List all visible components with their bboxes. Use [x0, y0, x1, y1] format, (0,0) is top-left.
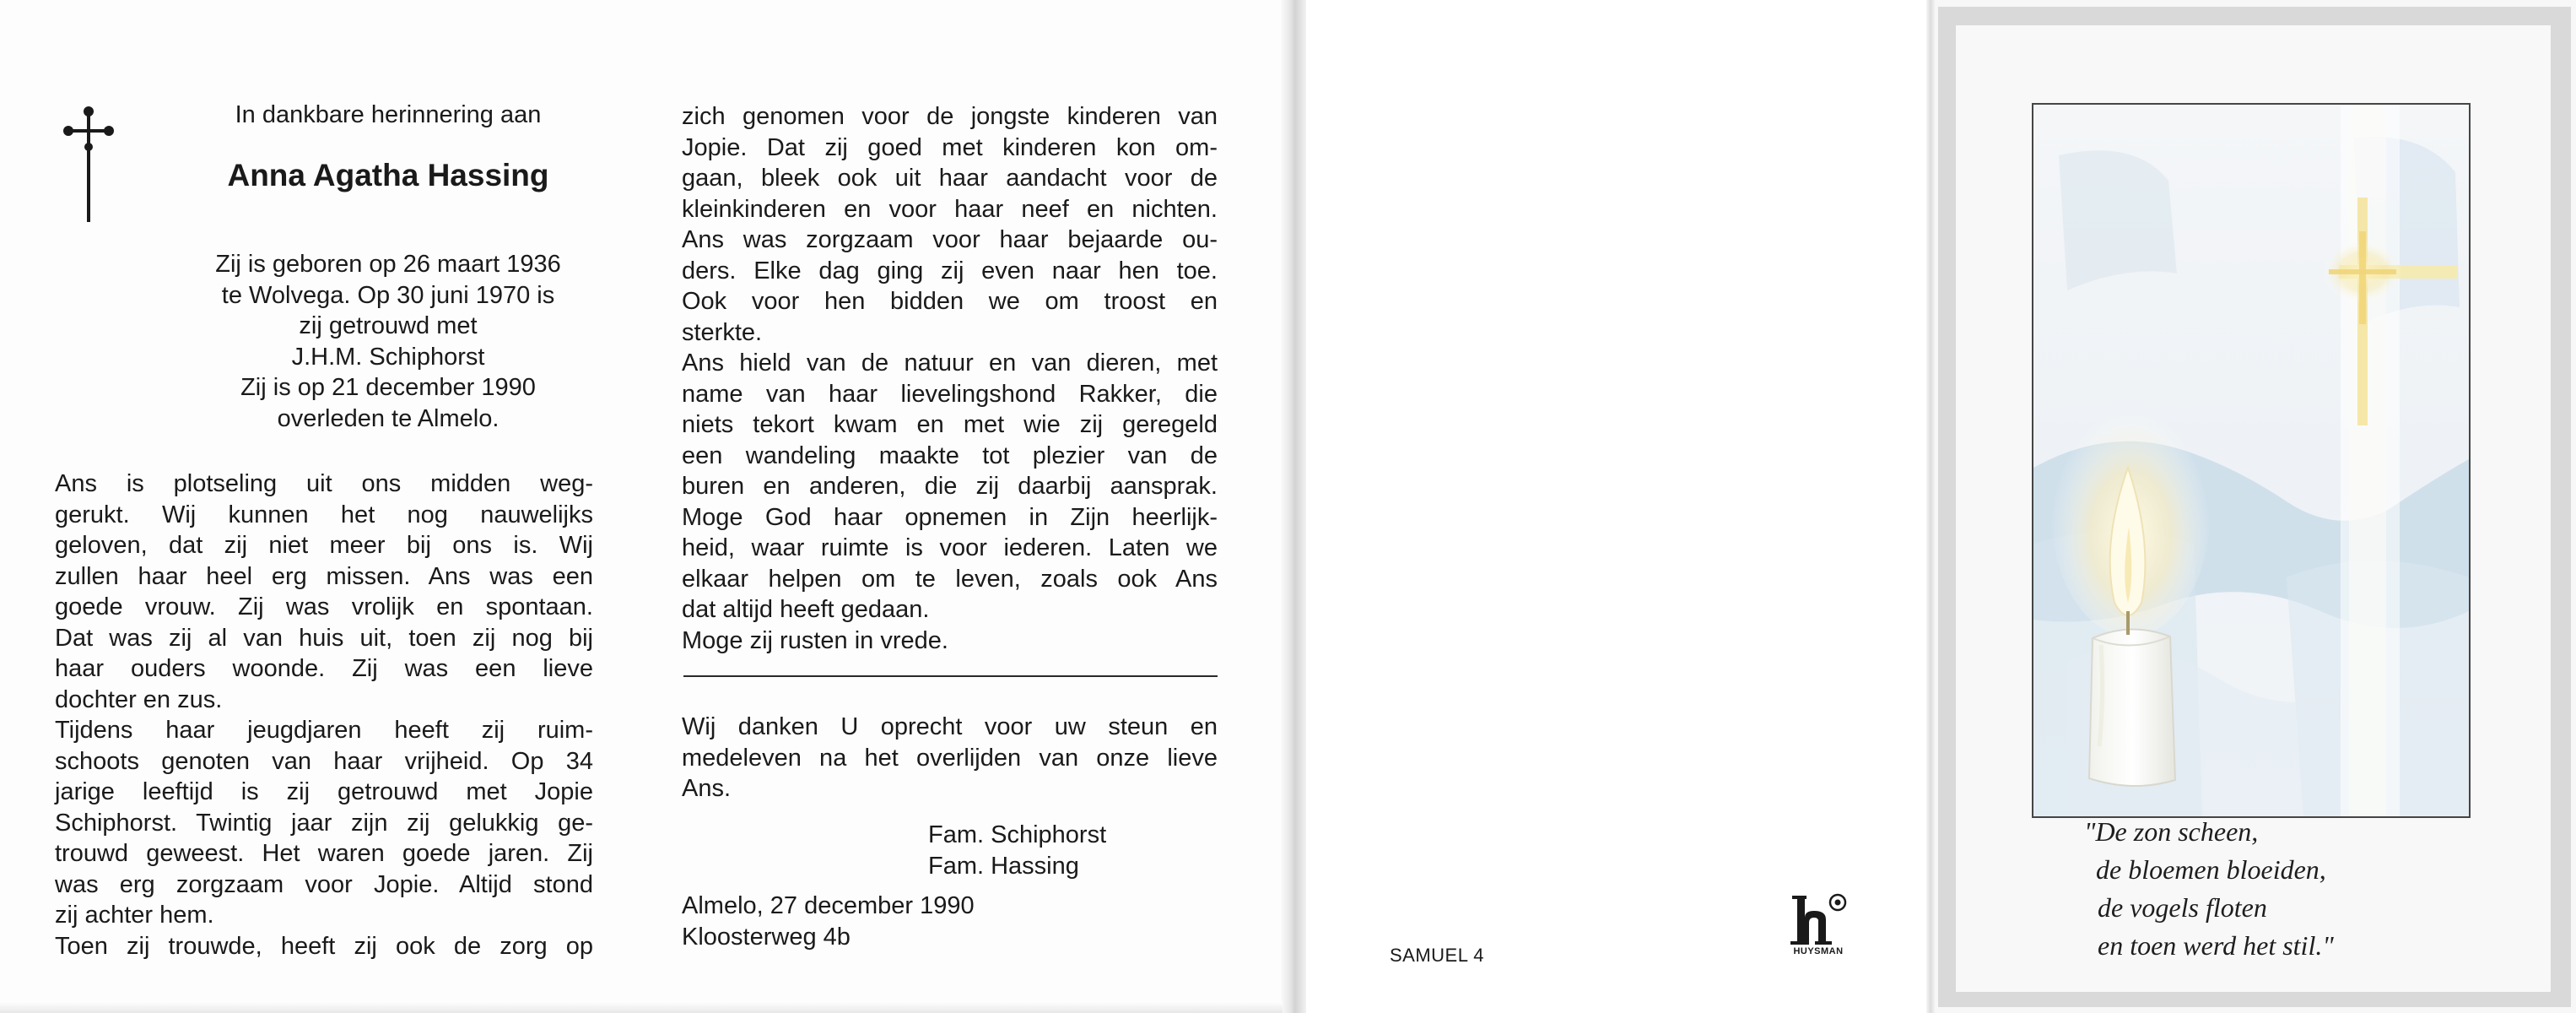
text-line: een wandeling maakte tot plezier van de — [682, 441, 1218, 469]
text-line: sterkte. — [682, 318, 763, 346]
tribute-text-column-2 — [682, 101, 1218, 656]
text-line: zullen haar heel erg missen. Ans was een — [55, 562, 593, 590]
divider-line — [683, 675, 1218, 677]
text-line: dat altijd heeft gedaan. — [682, 596, 930, 623]
huysman-h-logo-icon — [1782, 892, 1855, 946]
text-line: Moge God haar opnemen in Zijn heerlijk- — [682, 503, 1218, 531]
address: Kloosterweg 4b — [682, 923, 851, 951]
text-line: elkaar helpen om te leven, zoals ook Ans — [682, 565, 1218, 593]
biographical-details — [169, 249, 608, 434]
poem-line: "De zon scheen, — [2084, 816, 2259, 847]
text-line: heid, waar ruimte is voor iederen. Laten we — [682, 534, 1218, 561]
poem — [2077, 813, 2482, 965]
candle-and-cross-image — [2033, 105, 2469, 816]
page-fold-shadow — [1281, 0, 1306, 1013]
text-line: Ans was zorgzaam voor haar bejaarde ou- — [682, 226, 1218, 253]
text-line: gerukt. Wij kunnen het nog nauwelijks — [55, 501, 593, 528]
page-fold-shadow — [1926, 0, 1935, 1013]
text-line: goede vrouw. Zij was vrolijk en spontaan. — [55, 593, 593, 620]
thanks-paragraph — [682, 712, 1218, 804]
candle-cross-illustration — [2032, 103, 2471, 818]
text-line: schoots genoten van haar vrijheid. Op 34 — [55, 747, 593, 775]
text-line: niets tekort kwam en met wie zij geregeld — [682, 411, 1218, 438]
poem-line: de bloemen bloeiden, — [2096, 854, 2326, 885]
poem-line: en toen werd het stil." — [2098, 930, 2334, 961]
text-line: Ans is plotseling uit ons midden weg- — [55, 470, 593, 497]
print-code: SAMUEL 4 — [1390, 945, 1485, 966]
text-line: ders. Elke dag ging zij even naar hen toe. — [682, 257, 1218, 284]
text-line: Ans. — [682, 775, 732, 802]
memorial-card-back-page — [1291, 0, 1932, 1013]
text-line: zich genomen voor de jongste kinderen van — [682, 103, 1218, 130]
text-line: Jopie. Dat zij goed met kinderen kon om- — [682, 133, 1218, 161]
bio-line: J.H.M. Schiphorst — [291, 343, 485, 371]
text-line: Schiphorst. Twintig jaar zijn zij gelukkig ge- — [55, 809, 593, 837]
bio-line: zij getrouwd met — [299, 312, 478, 339]
text-line: dochter en zus. — [55, 685, 223, 713]
deceased-name: Anna Agatha Hassing — [227, 158, 549, 192]
text-line: name van haar lievelingshond Rakker, die — [682, 380, 1218, 408]
printer-logo — [1782, 892, 1855, 967]
text-line: Dat was zij al van huis uit, toen zij nog bij — [55, 624, 593, 652]
bio-line: te Wolvega. Op 30 juni 1970 is — [221, 281, 555, 309]
text-line: medeleven na het overlijden van onze lieve — [682, 744, 1218, 772]
text-line: jarige leeftijd is zij getrouwd met Jopie — [55, 778, 593, 805]
family-signature — [928, 820, 1198, 881]
place-and-address — [682, 891, 1104, 952]
text-line: buren en anderen, die zij daarbij aansprak. — [682, 473, 1218, 500]
signature-line: Fam. Schiphorst — [928, 821, 1107, 848]
bio-line: Zij is op 21 december 1990 — [240, 374, 536, 401]
tribute-text-column-1 — [55, 469, 593, 962]
text-line: Ook voor hen bidden we om troost en — [682, 288, 1218, 315]
poem-line: de vogels floten — [2098, 892, 2267, 923]
text-line: Tijdens haar jeugdjaren heeft zij ruim- — [55, 717, 593, 744]
memorial-heading: In dankbare herinnering aan — [235, 101, 542, 128]
text-line: Moge zij rusten in vrede. — [682, 626, 948, 654]
signature-line: Fam. Hassing — [928, 852, 1079, 880]
text-line: Wij danken U oprecht voor uw steun en — [682, 713, 1218, 740]
text-line: Ans hield van de natuur en van dieren, met — [682, 349, 1218, 376]
printer-logo-text: HUYSMAN — [1793, 946, 1844, 956]
page-bottom-edge — [0, 1001, 1283, 1013]
text-line: gaan, bleek ook uit haar aandacht voor de — [682, 165, 1218, 192]
bio-line: overleden te Almelo. — [277, 404, 500, 432]
bio-line: Zij is geboren op 26 maart 1936 — [215, 251, 561, 278]
text-line: haar ouders woonde. Zij was een lieve — [55, 655, 593, 682]
text-line: zij achter hem. — [55, 902, 214, 929]
text-line: trouwd geweest. Het waren goede jaren. Zij — [55, 840, 593, 867]
text-line: was erg zorgzaam voor Jopie. Altijd stond — [55, 870, 593, 898]
text-line: geloven, dat zij niet meer bij ons is. Wij — [55, 532, 593, 559]
text-line: kleinkinderen en voor haar neef en nichten. — [682, 195, 1218, 223]
cross-icon — [62, 106, 115, 224]
text-line: Toen zij trouwde, heeft zij ook de zorg op — [55, 932, 593, 960]
place-date: Almelo, 27 december 1990 — [682, 892, 975, 919]
